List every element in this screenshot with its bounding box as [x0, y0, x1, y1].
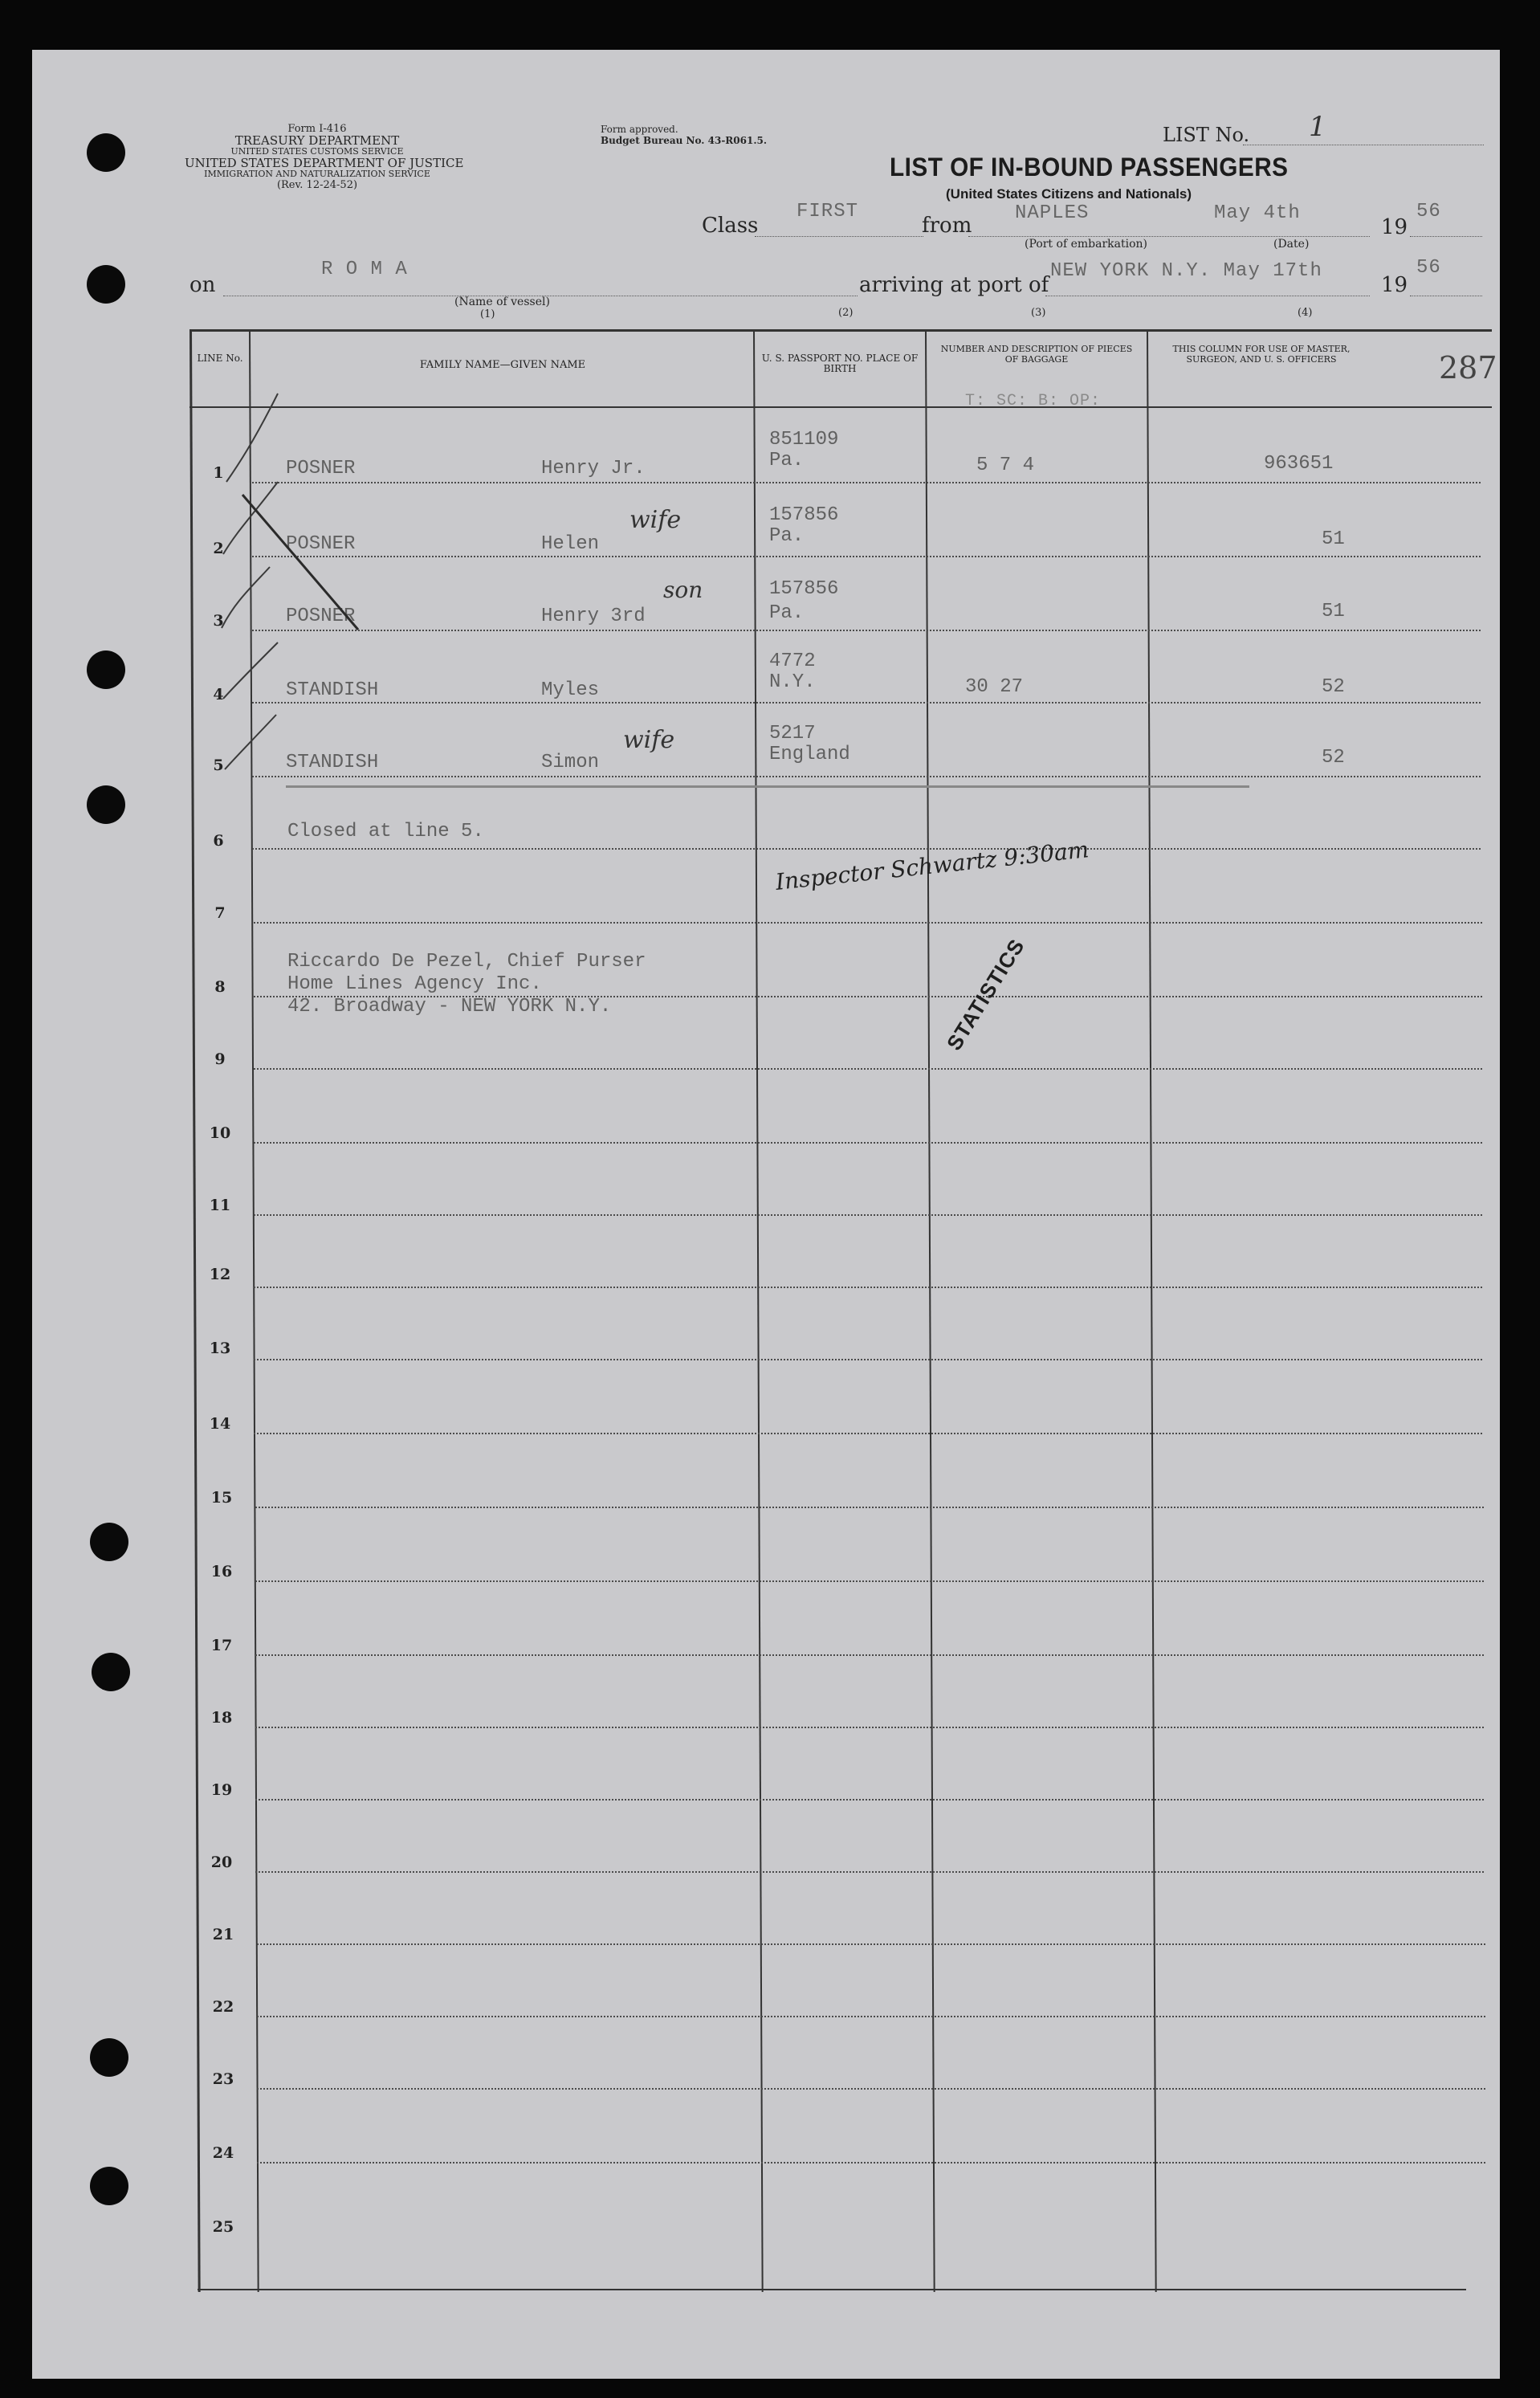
passport-no: 851109 [769, 429, 839, 451]
form-approved: Form approved. [601, 124, 678, 135]
row-rule [257, 2016, 1485, 2017]
check-mark [222, 567, 270, 628]
justice-dept: UNITED STATES DEPARTMENT OF JUSTICE [185, 156, 464, 170]
row-rule [255, 1871, 1484, 1873]
form-number: Form I-416 [287, 123, 347, 135]
passport-no: 5217 [769, 723, 816, 744]
binder-hole [87, 785, 125, 824]
family-name: STANDISH [286, 752, 379, 773]
arrival-year: 56 [1416, 257, 1441, 279]
check-mark [223, 482, 278, 554]
family-name: POSNER [286, 533, 356, 555]
given-name: Henry 3rd [541, 606, 646, 627]
line-number: 19 [210, 1781, 233, 1799]
row-rule [254, 1214, 1482, 1216]
binder-hole [90, 1523, 128, 1561]
check-mark [223, 642, 278, 699]
line-number: 5 [213, 757, 224, 774]
line-number: 24 [212, 2144, 234, 2162]
line-number: 14 [209, 1415, 231, 1433]
relation-note: wife [623, 726, 675, 754]
year-line [1410, 236, 1482, 237]
purser-line-1: Riccardo De Pezel, Chief Purser [287, 951, 646, 973]
col-divider-name [753, 329, 764, 2292]
row-rule [254, 1359, 1482, 1360]
from-label: from [922, 214, 972, 238]
col3-num: (3) [1031, 307, 1046, 319]
line-number: 6 [213, 832, 224, 850]
from-line [968, 236, 1370, 237]
manifest-sheet [32, 50, 1500, 2379]
family-name: POSNER [286, 458, 356, 479]
row-rule [254, 1142, 1482, 1144]
passport-no: 157856 [769, 504, 839, 526]
binder-hole [90, 2167, 128, 2205]
line-number: 21 [212, 1926, 234, 1943]
vessel-caption: (Name of vessel) [454, 296, 550, 308]
binder-hole [87, 133, 125, 172]
line-number: 12 [209, 1266, 231, 1283]
departure-date: May 4th [1214, 202, 1301, 224]
manifest-subtitle: (United States Citizens and Nationals) [946, 186, 1192, 202]
page-number: 287 [1439, 350, 1497, 385]
row-rule [252, 848, 1481, 850]
row-rule [257, 2162, 1485, 2164]
given-name: Helen [541, 533, 600, 555]
year-prefix-2: 19 [1381, 273, 1408, 297]
line-number: 9 [214, 1050, 226, 1068]
family-name: STANDISH [286, 679, 379, 701]
binder-hole [92, 1653, 130, 1691]
header-line-no: LINE No. [197, 353, 243, 364]
statistics-stamp: STATISTICS [941, 934, 1029, 1055]
port-embark-caption: (Port of embarkation) [1025, 238, 1147, 251]
list-no-label: LIST No. [1163, 124, 1250, 146]
class-label: Class [702, 214, 759, 238]
year-value: 56 [1416, 201, 1441, 222]
row-rule [257, 1943, 1485, 1945]
class-line [755, 236, 923, 237]
line-number: 20 [210, 1854, 233, 1871]
given-name: Myles [541, 679, 600, 701]
row-rule [255, 1799, 1484, 1801]
baggage-count: 5 7 4 [976, 455, 1035, 476]
col-divider-passport [925, 329, 935, 2292]
header-baggage: NUMBER AND DESCRIPTION OF PIECES OF BAGGAGE [940, 344, 1133, 365]
form-header-left [185, 123, 464, 191]
purser-line-2: Home Lines Agency Inc. [287, 973, 542, 995]
col-divider-baggage [1147, 329, 1157, 2292]
passport-no: 157856 [769, 578, 839, 600]
class-value: FIRST [796, 201, 859, 222]
from-value: NAPLES [1015, 202, 1090, 224]
purser-line-3: 42. Broadway - NEW YORK N.Y. [287, 996, 612, 1018]
customs-service: UNITED STATES CUSTOMS SERVICE [230, 146, 404, 157]
line-number: 11 [209, 1197, 231, 1214]
birth-place: N.Y. [769, 671, 816, 693]
family-name: POSNER [286, 606, 356, 627]
given-name: Henry Jr. [541, 458, 646, 479]
baggage-count: 30 27 [965, 676, 1024, 698]
row-rule [255, 1727, 1484, 1728]
row-rule [254, 1287, 1482, 1288]
given-name: Simon [541, 752, 600, 773]
line-number: 15 [210, 1489, 233, 1507]
line-number: 3 [213, 612, 224, 630]
officer-note: 963651 [1264, 453, 1334, 475]
binder-hole [87, 265, 125, 304]
officer-note: 52 [1322, 747, 1345, 769]
header-officers: THIS COLUMN FOR USE OF MASTER, SURGEON, AND U. S. OFFICERS [1172, 344, 1351, 365]
relation-note: son [663, 577, 703, 603]
row-rule [257, 2088, 1485, 2090]
line-number: 13 [209, 1340, 231, 1357]
binder-hole [87, 650, 125, 689]
line-number: 18 [210, 1709, 233, 1727]
passport-no: 4772 [769, 650, 816, 672]
col4-num: (4) [1298, 307, 1313, 319]
row-rule [254, 1068, 1482, 1070]
relation-note: wife [629, 506, 682, 534]
header-name: FAMILY NAME—GIVEN NAME [419, 359, 586, 371]
table-bottom-border [198, 2289, 1466, 2290]
line-number: 4 [213, 686, 224, 703]
arriving-label: arriving at port of [859, 273, 1049, 297]
officer-note: 51 [1322, 601, 1345, 622]
line-number: 2 [213, 540, 224, 557]
col1-num: (1) [480, 308, 495, 320]
birth-place: Pa. [769, 450, 805, 471]
header-passport: U. S. PASSPORT NO. PLACE OF BIRTH [761, 353, 919, 374]
line-number: 10 [209, 1124, 231, 1142]
list-no-value: 1 [1309, 111, 1326, 143]
check-mark [225, 715, 276, 769]
treasury-dept: TREASURY DEPARTMENT [234, 133, 400, 148]
birth-place: Pa. [769, 602, 805, 624]
handwritten-marks [189, 329, 703, 811]
manifest-title: LIST OF IN-BOUND PASSENGERS [890, 153, 1289, 181]
inspector-signature: Inspector Schwartz 9:30am [774, 836, 1090, 895]
row-rule [254, 922, 1482, 924]
col2-num: (2) [838, 307, 854, 319]
form-approval [601, 124, 767, 146]
line-number: 7 [214, 904, 226, 922]
passenger-table [189, 329, 1497, 2292]
check-mark [226, 394, 278, 482]
row-rule [255, 1580, 1484, 1582]
row-rule [255, 1507, 1484, 1508]
officer-note: 51 [1322, 528, 1345, 550]
ins-service: IMMIGRATION AND NATURALIZATION SERVICE [204, 169, 430, 179]
on-label: on [189, 273, 216, 297]
line-number: 17 [210, 1637, 233, 1654]
binder-hole [90, 2038, 128, 2077]
baggage-subheader: T: SC: B: OP: [965, 392, 1102, 410]
form-revision: (Rev. 12-24-52) [276, 179, 358, 191]
birth-place: Pa. [769, 525, 805, 547]
closed-note: Closed at line 5. [287, 821, 484, 842]
line-number: 25 [212, 2218, 234, 2236]
row-rule [255, 1654, 1484, 1656]
birth-place: England [769, 744, 850, 765]
row-rule [254, 1433, 1482, 1434]
officer-note: 52 [1322, 676, 1345, 698]
arrival-port: NEW YORK N.Y. May 17th [1050, 260, 1322, 282]
line-number: 16 [210, 1563, 233, 1580]
line-number: 22 [212, 1998, 234, 2016]
cross-out-stroke [242, 495, 358, 630]
line-number: 23 [212, 2070, 234, 2088]
budget-bureau: Budget Bureau No. 43-R061.5. [601, 135, 768, 146]
year-prefix: 19 [1381, 215, 1408, 239]
vessel-name: R O M A [321, 259, 408, 280]
date-caption: (Date) [1273, 238, 1310, 251]
line-number: 1 [213, 464, 224, 482]
line-number: 8 [214, 978, 226, 996]
